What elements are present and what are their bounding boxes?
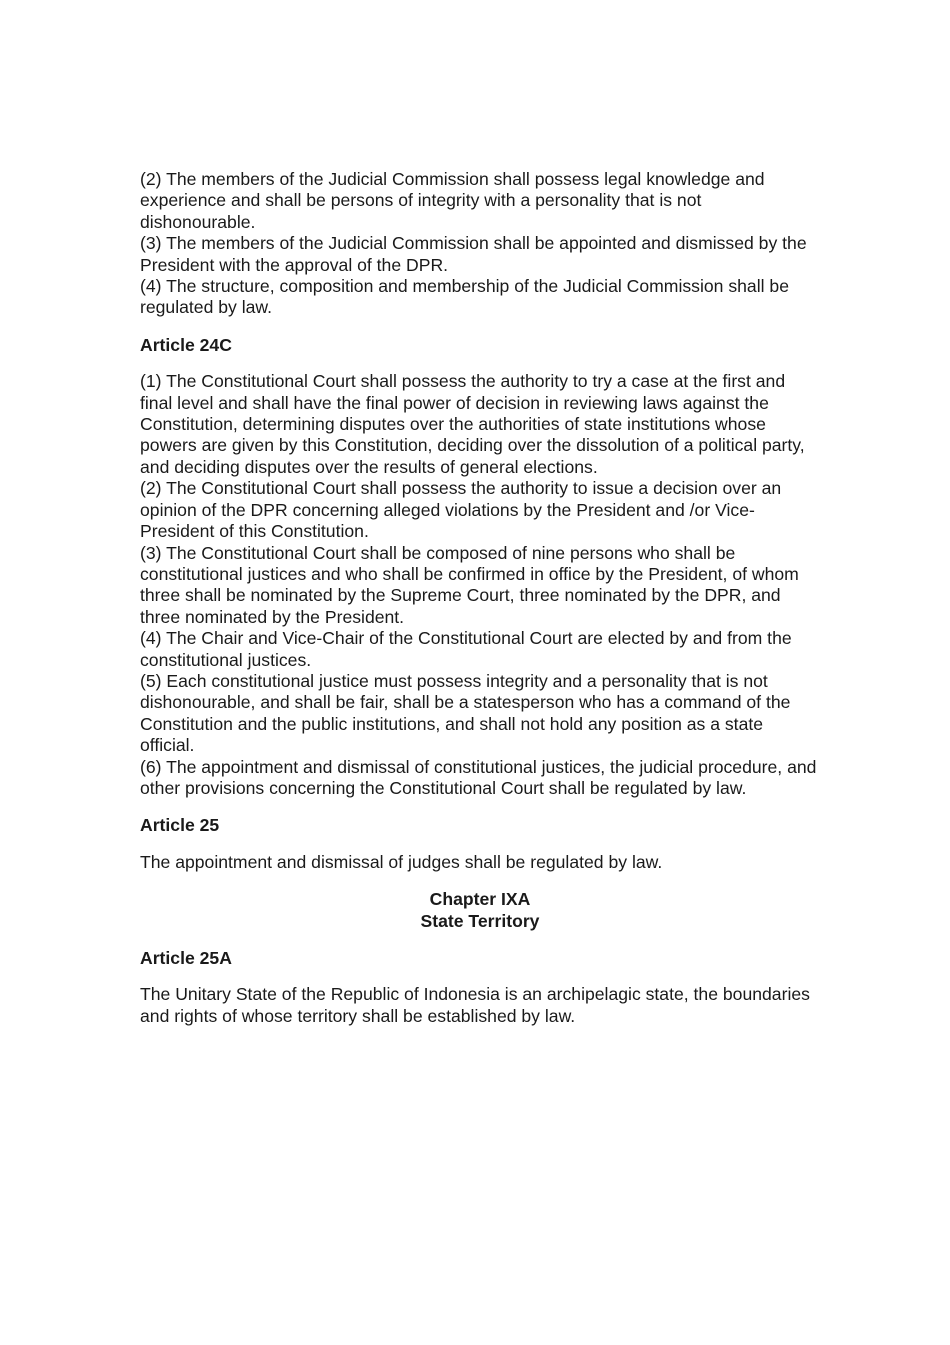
paragraph: (6) The appointment and dismissal of constitutional justices, the judicial procedure, and other provisions concerning the Constitutional Court shall be regulated by law. [140, 756, 817, 798]
paragraph: (2) The members of the Judicial Commission shall possess legal knowledge and experience and shall be persons of integrity with a personality that is not dishonourable. [140, 169, 765, 232]
article-25a-text: The Unitary State of the Republic of Indonesia is an archipelagic state, the boundaries and rights of whose territory shall be established by law. [140, 984, 810, 1026]
chapter-title: State Territory [420, 910, 540, 931]
article-heading-25: Article 25 [140, 815, 220, 836]
paragraph: (5) Each constitutional justice must possess integrity and a personality that is not dishonourable, and shall be fair, shall be a statesperson who has a command of the Constitution and the public institutions, and shall not hold any position as a state official. [140, 670, 791, 756]
article-heading-25a: Article 25A [140, 948, 232, 968]
paragraph: (3) The members of the Judicial Commission shall be appointed and dismissed by the President with the approval of the DPR. [140, 233, 807, 275]
chapter-number: Chapter IXA [429, 889, 531, 910]
paragraph: (2) The Constitutional Court shall possess the authority to issue a decision over an opinion of the DPR concerning alleged violations by the President and /or Vice-President of this Constitution. [140, 478, 782, 542]
intro-block [140, 169, 820, 319]
paragraph: (3) The Constitutional Court shall be composed of nine persons who shall be constitutional justices and who shall be confirmed in office by the President, of whom three shall be nominated by the Supreme Court, three nominated by the DPR, and three nominated by the President. [140, 542, 799, 627]
article-25-text: The appointment and dismissal of judges shall be regulated by law. [140, 851, 663, 872]
document-page [140, 169, 820, 1027]
article-24c-body [140, 371, 820, 799]
article-heading-24c: Article 24C [140, 334, 232, 355]
paragraph: (1) The Constitutional Court shall possess the authority to try a case at the first and final level and shall have the final power of decision in reviewing laws against the Constitution, determining disputes over the authorities of state institutions whose powers are given by this Constitution, deciding over the dissolution of a political party, and deciding disputes over the results of general elections. [140, 371, 805, 477]
paragraph: (4) The structure, composition and membership of the Judicial Commission shall be regulated by law. [140, 276, 789, 318]
paragraph: (4) The Chair and Vice-Chair of the Constitutional Court are elected by and from the constitutional justices. [140, 628, 792, 670]
chapter-heading [140, 889, 820, 932]
